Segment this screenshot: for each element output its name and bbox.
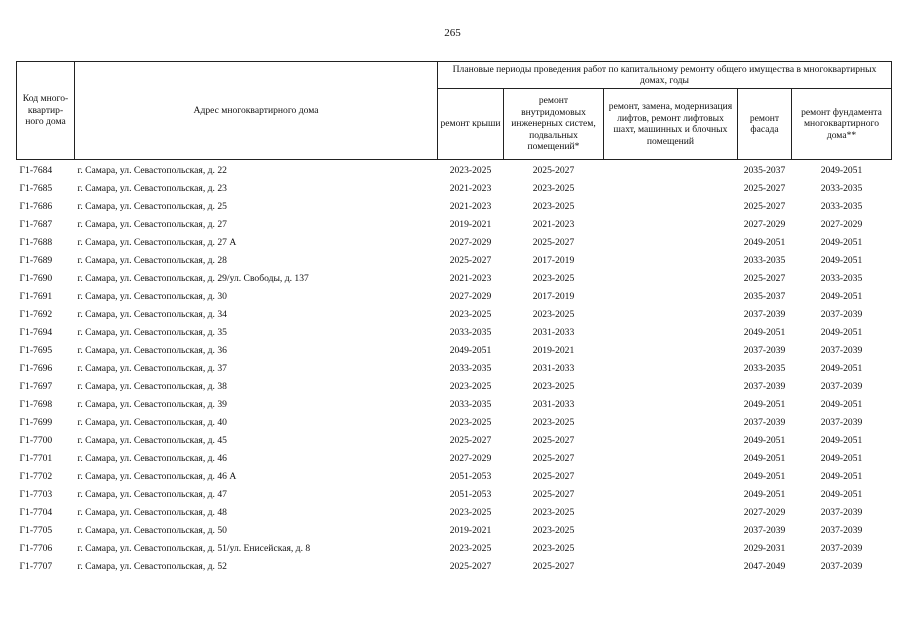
cell-facade: 2033-2035 bbox=[743, 254, 786, 266]
cell-foundation: 2037-2039 bbox=[820, 524, 863, 536]
cell-foundation: 2027-2029 bbox=[820, 218, 863, 230]
cell-code: Г1-7700 bbox=[19, 434, 53, 446]
cell-facade: 2037-2039 bbox=[743, 524, 786, 536]
cell-roof: 2023-2025 bbox=[449, 542, 492, 554]
cell-lifts bbox=[604, 503, 738, 521]
cell-code: Г1-7707 bbox=[19, 560, 53, 572]
cell-address: г. Самара, ул. Севастопольская, д. 35 bbox=[77, 326, 227, 338]
cell-roof: 2027-2029 bbox=[449, 236, 492, 248]
cell-systems: 2017-2019 bbox=[532, 290, 575, 302]
cell-foundation: 2049-2051 bbox=[820, 326, 863, 338]
cell-foundation: 2037-2039 bbox=[820, 560, 863, 572]
cell-code: Г1-7685 bbox=[19, 182, 53, 194]
cell-lifts bbox=[604, 521, 738, 539]
cell-code: Г1-7692 bbox=[19, 308, 53, 320]
table-body bbox=[17, 160, 892, 576]
table-row bbox=[17, 413, 892, 431]
table-row bbox=[17, 179, 892, 197]
cell-roof: 2021-2023 bbox=[449, 200, 492, 212]
cell-systems: 2025-2027 bbox=[532, 434, 575, 446]
cell-address: г. Самара, ул. Севастопольская, д. 51/ул. Енисейская, д. 8 bbox=[77, 542, 311, 554]
cell-roof: 2019-2021 bbox=[449, 218, 492, 230]
cell-facade: 2027-2029 bbox=[743, 506, 786, 518]
cell-systems: 2017-2019 bbox=[532, 254, 575, 266]
capital-repair-table bbox=[16, 61, 892, 575]
cell-systems: 2021-2023 bbox=[532, 218, 575, 230]
cell-facade: 2037-2039 bbox=[743, 380, 786, 392]
cell-code: Г1-7688 bbox=[19, 236, 53, 248]
cell-facade: 2037-2039 bbox=[743, 344, 786, 356]
cell-code: Г1-7706 bbox=[19, 542, 53, 554]
cell-address: г. Самара, ул. Севастопольская, д. 47 bbox=[77, 488, 227, 500]
table-row bbox=[17, 485, 892, 503]
cell-systems: 2025-2027 bbox=[532, 560, 575, 572]
cell-systems: 2031-2033 bbox=[532, 326, 575, 338]
cell-facade: 2027-2029 bbox=[743, 218, 786, 230]
cell-facade: 2049-2051 bbox=[743, 452, 786, 464]
cell-code: Г1-7690 bbox=[19, 272, 53, 284]
table-row bbox=[17, 449, 892, 467]
cell-roof: 2023-2025 bbox=[449, 308, 492, 320]
table-row bbox=[17, 323, 892, 341]
cell-roof: 2025-2027 bbox=[449, 254, 492, 266]
cell-foundation: 2049-2051 bbox=[820, 362, 863, 374]
cell-address: г. Самара, ул. Севастопольская, д. 37 bbox=[77, 362, 227, 374]
cell-lifts bbox=[604, 215, 738, 233]
header-periods-group: Плановые периоды проведения работ по капитальному ремонту общего имущества в многоквартирных домах, годы bbox=[438, 62, 892, 89]
table-row bbox=[17, 377, 892, 395]
header-address: Адрес многоквартирного дома bbox=[75, 62, 438, 160]
cell-systems: 2023-2025 bbox=[532, 308, 575, 320]
cell-lifts bbox=[604, 359, 738, 377]
table-row bbox=[17, 431, 892, 449]
cell-code: Г1-7684 bbox=[19, 164, 53, 176]
header-roof: ремонт крыши bbox=[438, 89, 504, 160]
header-foundation: ремонт фундамента многоквартирного дома** bbox=[792, 89, 892, 160]
cell-code: Г1-7695 bbox=[19, 344, 53, 356]
cell-lifts bbox=[604, 395, 738, 413]
cell-address: г. Самара, ул. Севастопольская, д. 25 bbox=[77, 200, 227, 212]
cell-lifts bbox=[604, 179, 738, 197]
cell-code: Г1-7702 bbox=[19, 470, 53, 482]
cell-facade: 2037-2039 bbox=[743, 416, 786, 428]
cell-facade: 2049-2051 bbox=[743, 470, 786, 482]
cell-facade: 2025-2027 bbox=[743, 200, 786, 212]
table-row bbox=[17, 215, 892, 233]
cell-address: г. Самара, ул. Севастопольская, д. 23 bbox=[77, 182, 227, 194]
cell-facade: 2025-2027 bbox=[743, 182, 786, 194]
cell-systems: 2025-2027 bbox=[532, 470, 575, 482]
table-row bbox=[17, 341, 892, 359]
cell-code: Г1-7704 bbox=[19, 506, 53, 518]
cell-systems: 2025-2027 bbox=[532, 452, 575, 464]
cell-address: г. Самара, ул. Севастопольская, д. 27 bbox=[77, 218, 227, 230]
cell-code: Г1-7689 bbox=[19, 254, 53, 266]
table-row bbox=[17, 521, 892, 539]
cell-roof: 2033-2035 bbox=[449, 398, 492, 410]
cell-facade: 2049-2051 bbox=[743, 326, 786, 338]
cell-foundation: 2037-2039 bbox=[820, 344, 863, 356]
cell-foundation: 2037-2039 bbox=[820, 542, 863, 554]
table-row bbox=[17, 251, 892, 269]
cell-address: г. Самара, ул. Севастопольская, д. 29/ул. Свободы, д. 137 bbox=[77, 272, 309, 284]
cell-facade: 2029-2031 bbox=[743, 542, 786, 554]
cell-systems: 2031-2033 bbox=[532, 398, 575, 410]
cell-code: Г1-7698 bbox=[19, 398, 53, 410]
cell-systems: 2019-2021 bbox=[532, 344, 575, 356]
table-row bbox=[17, 197, 892, 215]
cell-roof: 2021-2023 bbox=[449, 272, 492, 284]
table-row bbox=[17, 160, 892, 180]
cell-lifts bbox=[604, 467, 738, 485]
header-systems: ремонт внутридомовых инженерных систем, подвальных помещений* bbox=[504, 89, 604, 160]
cell-code: Г1-7703 bbox=[19, 488, 53, 500]
cell-lifts bbox=[604, 305, 738, 323]
cell-foundation: 2049-2051 bbox=[820, 488, 863, 500]
cell-address: г. Самара, ул. Севастопольская, д. 38 bbox=[77, 380, 227, 392]
cell-roof: 2023-2025 bbox=[449, 164, 492, 176]
cell-roof: 2019-2021 bbox=[449, 524, 492, 536]
cell-lifts bbox=[604, 323, 738, 341]
table-row bbox=[17, 359, 892, 377]
cell-address: г. Самара, ул. Севастопольская, д. 48 bbox=[77, 506, 227, 518]
cell-roof: 2033-2035 bbox=[449, 362, 492, 374]
page-number: 265 bbox=[444, 27, 461, 39]
cell-systems: 2025-2027 bbox=[532, 164, 575, 176]
cell-address: г. Самара, ул. Севастопольская, д. 46 bbox=[77, 452, 227, 464]
table-row bbox=[17, 557, 892, 575]
cell-lifts bbox=[604, 377, 738, 395]
cell-facade: 2025-2027 bbox=[743, 272, 786, 284]
cell-code: Г1-7691 bbox=[19, 290, 53, 302]
cell-address: г. Самара, ул. Севастопольская, д. 46 А bbox=[77, 470, 237, 482]
cell-systems: 2031-2033 bbox=[532, 362, 575, 374]
cell-facade: 2049-2051 bbox=[743, 434, 786, 446]
cell-address: г. Самара, ул. Севастопольская, д. 36 bbox=[77, 344, 227, 356]
table-row bbox=[17, 395, 892, 413]
cell-roof: 2049-2051 bbox=[449, 344, 492, 356]
cell-address: г. Самара, ул. Севастопольская, д. 34 bbox=[77, 308, 227, 320]
cell-lifts bbox=[604, 539, 738, 557]
cell-roof: 2023-2025 bbox=[449, 380, 492, 392]
cell-systems: 2025-2027 bbox=[532, 236, 575, 248]
cell-systems: 2023-2025 bbox=[532, 380, 575, 392]
header-facade: ремонт фасада bbox=[738, 89, 792, 160]
cell-lifts bbox=[604, 413, 738, 431]
table-row bbox=[17, 287, 892, 305]
cell-lifts bbox=[604, 431, 738, 449]
cell-facade: 2047-2049 bbox=[743, 560, 786, 572]
table-row bbox=[17, 269, 892, 287]
table-row bbox=[17, 539, 892, 557]
cell-facade: 2049-2051 bbox=[743, 488, 786, 500]
cell-roof: 2027-2029 bbox=[449, 290, 492, 302]
cell-systems: 2025-2027 bbox=[532, 488, 575, 500]
cell-lifts bbox=[604, 269, 738, 287]
cell-foundation: 2049-2051 bbox=[820, 290, 863, 302]
cell-foundation: 2037-2039 bbox=[820, 416, 863, 428]
cell-code: Г1-7694 bbox=[19, 326, 53, 338]
cell-roof: 2021-2023 bbox=[449, 182, 492, 194]
cell-code: Г1-7696 bbox=[19, 362, 53, 374]
cell-address: г. Самара, ул. Севастопольская, д. 30 bbox=[77, 290, 227, 302]
cell-address: г. Самара, ул. Севастопольская, д. 52 bbox=[77, 560, 227, 572]
cell-systems: 2023-2025 bbox=[532, 542, 575, 554]
cell-lifts bbox=[604, 233, 738, 251]
cell-lifts bbox=[604, 160, 738, 180]
cell-code: Г1-7705 bbox=[19, 524, 53, 536]
cell-foundation: 2037-2039 bbox=[820, 380, 863, 392]
cell-lifts bbox=[604, 251, 738, 269]
header-lifts: ремонт, замена, модернизация лифтов, ремонт лифтовых шахт, машинных и блочных помещений bbox=[604, 89, 738, 160]
cell-address: г. Самара, ул. Севастопольская, д. 28 bbox=[77, 254, 227, 266]
cell-code: Г1-7699 bbox=[19, 416, 53, 428]
cell-systems: 2023-2025 bbox=[532, 200, 575, 212]
cell-roof: 2027-2029 bbox=[449, 452, 492, 464]
cell-address: г. Самара, ул. Севастопольская, д. 39 bbox=[77, 398, 227, 410]
cell-foundation: 2049-2051 bbox=[820, 398, 863, 410]
cell-code: Г1-7686 bbox=[19, 200, 53, 212]
cell-code: Г1-7687 bbox=[19, 218, 53, 230]
cell-facade: 2033-2035 bbox=[743, 362, 786, 374]
cell-roof: 2025-2027 bbox=[449, 434, 492, 446]
cell-roof: 2023-2025 bbox=[449, 506, 492, 518]
cell-systems: 2023-2025 bbox=[532, 182, 575, 194]
cell-lifts bbox=[604, 449, 738, 467]
cell-foundation: 2049-2051 bbox=[820, 470, 863, 482]
cell-roof: 2025-2027 bbox=[449, 560, 492, 572]
cell-foundation: 2049-2051 bbox=[820, 452, 863, 464]
cell-foundation: 2033-2035 bbox=[820, 272, 863, 284]
table-row bbox=[17, 305, 892, 323]
cell-foundation: 2049-2051 bbox=[820, 236, 863, 248]
table-row bbox=[17, 233, 892, 251]
cell-address: г. Самара, ул. Севастопольская, д. 22 bbox=[77, 164, 227, 176]
cell-facade: 2049-2051 bbox=[743, 398, 786, 410]
cell-facade: 2049-2051 bbox=[743, 236, 786, 248]
cell-roof: 2051-2053 bbox=[449, 470, 492, 482]
cell-facade: 2037-2039 bbox=[743, 308, 786, 320]
cell-address: г. Самара, ул. Севастопольская, д. 45 bbox=[77, 434, 227, 446]
cell-address: г. Самара, ул. Севастопольская, д. 27 А bbox=[77, 236, 237, 248]
cell-facade: 2035-2037 bbox=[743, 164, 786, 176]
cell-roof: 2023-2025 bbox=[449, 416, 492, 428]
table-row bbox=[17, 503, 892, 521]
cell-systems: 2023-2025 bbox=[532, 416, 575, 428]
cell-lifts bbox=[604, 197, 738, 215]
cell-facade: 2035-2037 bbox=[743, 290, 786, 302]
cell-lifts bbox=[604, 287, 738, 305]
cell-roof: 2033-2035 bbox=[449, 326, 492, 338]
cell-lifts bbox=[604, 485, 738, 503]
cell-code: Г1-7697 bbox=[19, 380, 53, 392]
cell-foundation: 2037-2039 bbox=[820, 506, 863, 518]
cell-lifts bbox=[604, 557, 738, 575]
table-row bbox=[17, 467, 892, 485]
cell-foundation: 2049-2051 bbox=[820, 254, 863, 266]
table-header bbox=[17, 62, 892, 160]
cell-foundation: 2049-2051 bbox=[820, 164, 863, 176]
cell-foundation: 2037-2039 bbox=[820, 308, 863, 320]
cell-systems: 2023-2025 bbox=[532, 272, 575, 284]
header-code: Код много-квартир-ного дома bbox=[17, 62, 75, 160]
cell-lifts bbox=[604, 341, 738, 359]
cell-address: г. Самара, ул. Севастопольская, д. 50 bbox=[77, 524, 227, 536]
cell-code: Г1-7701 bbox=[19, 452, 53, 464]
cell-foundation: 2049-2051 bbox=[820, 434, 863, 446]
cell-address: г. Самара, ул. Севастопольская, д. 40 bbox=[77, 416, 227, 428]
cell-systems: 2023-2025 bbox=[532, 506, 575, 518]
cell-foundation: 2033-2035 bbox=[820, 182, 863, 194]
cell-systems: 2023-2025 bbox=[532, 524, 575, 536]
cell-roof: 2051-2053 bbox=[449, 488, 492, 500]
cell-foundation: 2033-2035 bbox=[820, 200, 863, 212]
